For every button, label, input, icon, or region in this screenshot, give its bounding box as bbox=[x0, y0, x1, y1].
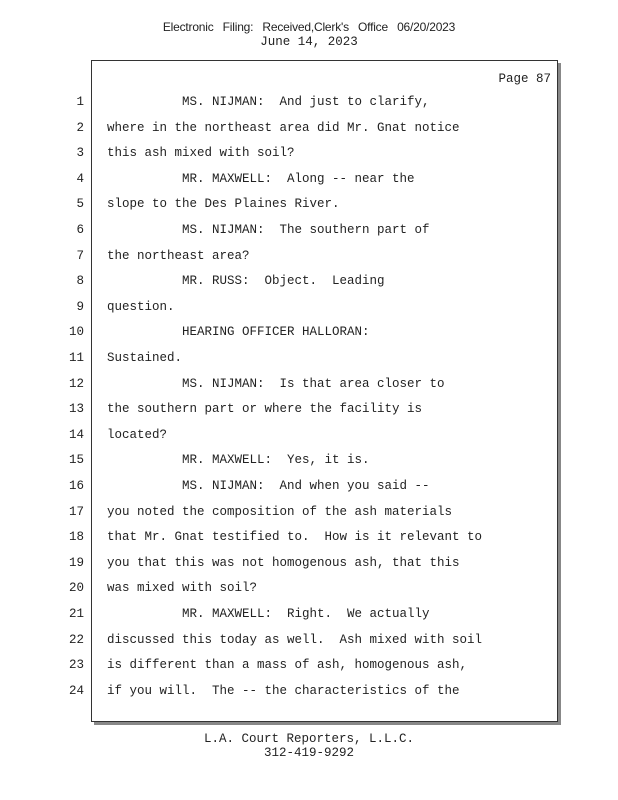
transcript-line: you noted the composition of the ash materials bbox=[107, 504, 453, 519]
line-number: 19 bbox=[68, 555, 84, 570]
line-number: 15 bbox=[68, 453, 84, 468]
transcript-line: was mixed with soil? bbox=[107, 581, 258, 596]
line-number: 23 bbox=[68, 658, 84, 673]
transcript-line: you that this was not homogenous ash, that this bbox=[107, 555, 460, 570]
line-number: 1 bbox=[76, 95, 84, 109]
line-number: 2 bbox=[76, 120, 84, 135]
line-number: 24 bbox=[68, 683, 84, 698]
line-number: 3 bbox=[76, 146, 84, 161]
line-number: 18 bbox=[68, 530, 84, 545]
transcript-line: the northeast area? bbox=[107, 248, 250, 263]
footer-company: L.A. Court Reporters, L.L.C. bbox=[203, 732, 415, 746]
line-number: 4 bbox=[76, 171, 84, 186]
line-number: 16 bbox=[68, 479, 84, 493]
transcript-line: question. bbox=[107, 299, 175, 314]
transcript-line: MS. NIJMAN: And just to clarify, bbox=[107, 95, 430, 109]
line-number: 20 bbox=[68, 581, 84, 596]
line-number: 6 bbox=[76, 223, 84, 237]
transcript-line: Sustained. bbox=[107, 351, 183, 365]
line-number: 21 bbox=[68, 607, 84, 621]
filing-stamp: Electronic Filing: Received,Clerk's Office 06/20/2023 bbox=[162, 20, 456, 34]
page-number: Page 87 bbox=[498, 72, 551, 86]
transcript-line: this ash mixed with soil? bbox=[107, 146, 295, 161]
line-number: 22 bbox=[68, 632, 84, 647]
transcript-line: that Mr. Gnat testified to. How is it relevant to bbox=[107, 530, 483, 545]
transcript-line: HEARING OFFICER HALLORAN: bbox=[107, 325, 370, 340]
transcript-line: MS. NIJMAN: Is that area closer to bbox=[107, 376, 445, 391]
transcript-line: MR. MAXWELL: Along -- near the bbox=[107, 171, 415, 186]
transcript-line: MR. RUSS: Object. Leading bbox=[107, 274, 385, 289]
transcript-line: MR. MAXWELL: Right. We actually bbox=[107, 607, 430, 621]
line-number: 8 bbox=[76, 274, 84, 289]
transcript-line: MS. NIJMAN: And when you said -- bbox=[107, 479, 430, 493]
transcript-line: slope to the Des Plaines River. bbox=[107, 197, 340, 212]
transcript-line: MS. NIJMAN: The southern part of bbox=[107, 223, 430, 237]
transcript-line: MR. MAXWELL: Yes, it is. bbox=[107, 453, 370, 468]
line-number: 12 bbox=[68, 376, 84, 391]
transcript-date: June 14, 2023 bbox=[260, 35, 358, 49]
line-number: 5 bbox=[76, 197, 84, 212]
line-number: 13 bbox=[68, 402, 84, 417]
transcript-line: discussed this today as well. Ash mixed with soil bbox=[107, 632, 483, 647]
line-number: 9 bbox=[76, 299, 84, 314]
transcript-line: located? bbox=[107, 427, 168, 442]
line-number: 14 bbox=[68, 427, 84, 442]
footer-phone: 312-419-9292 bbox=[263, 746, 354, 760]
transcript-line: if you will. The -- the characteristics of the bbox=[107, 683, 460, 698]
line-number: 11 bbox=[68, 351, 84, 365]
transcript-line: where in the northeast area did Mr. Gnat notice bbox=[107, 120, 460, 135]
line-number: 10 bbox=[68, 325, 84, 340]
line-number: 7 bbox=[76, 248, 84, 263]
transcript-line: is different than a mass of ash, homogenous ash, bbox=[107, 658, 468, 673]
transcript-line: the southern part or where the facility is bbox=[107, 402, 423, 417]
line-number: 17 bbox=[68, 504, 84, 519]
